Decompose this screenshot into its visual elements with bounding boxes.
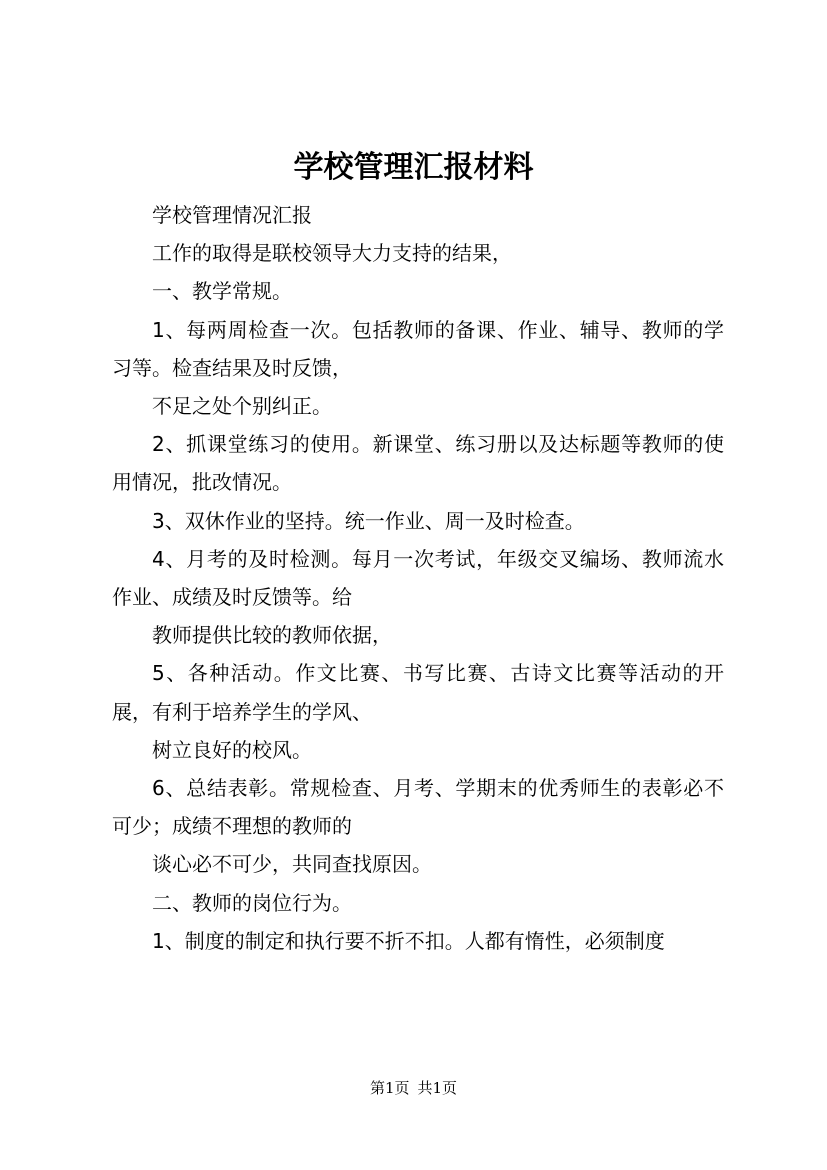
page-number-current: 第1页 (369, 1079, 410, 1097)
page-footer (0, 1078, 827, 1098)
paragraph: 学校管理情况汇报 (152, 203, 312, 227)
paragraph: 树立良好的校风。 (152, 737, 312, 762)
paragraph: 二、教师的岗位行为。 (152, 890, 352, 915)
paragraph: 5、各种活动。作文比赛、书写比赛、古诗文比赛等活动的开展，有利于培养学生的学风、 (112, 661, 724, 724)
paragraph: 1、每两周检查一次。包括教师的备课、作业、辅导、教师的学习等。检查结果及时反馈， (112, 317, 724, 380)
paragraph: 教师提供比较的教师依据， (152, 623, 392, 648)
paragraph: 4、月考的及时检测。每月一次考试，年级交叉编场、教师流水作业、成绩及时反馈等。给 (112, 546, 724, 610)
paragraph: 不足之处个别纠正。 (152, 394, 332, 419)
paragraph: 1、制度的制定和执行要不折不扣。人都有惰性，必须制度 (152, 928, 665, 953)
paragraph: 2、抓课堂练习的使用。新课堂、练习册以及达标题等教师的使用情况，批改情况。 (112, 432, 724, 495)
paragraph: 一、教学常规。 (152, 279, 292, 304)
paragraph: 工作的取得是联校领导大力支持的结果， (152, 241, 512, 266)
document-title: 学校管理汇报材料 (293, 150, 534, 185)
page-number-total: 共1页 (417, 1079, 458, 1097)
paragraph: 3、双休作业的坚持。统一作业、周一及时检查。 (152, 508, 585, 533)
paragraph: 6、总结表彰。常规检查、月考、学期末的优秀师生的表彰必不可少；成绩不理想的教师的 (112, 776, 724, 839)
document-body (112, 196, 724, 960)
paragraph: 谈心必不可少，共同查找原因。 (152, 852, 432, 877)
